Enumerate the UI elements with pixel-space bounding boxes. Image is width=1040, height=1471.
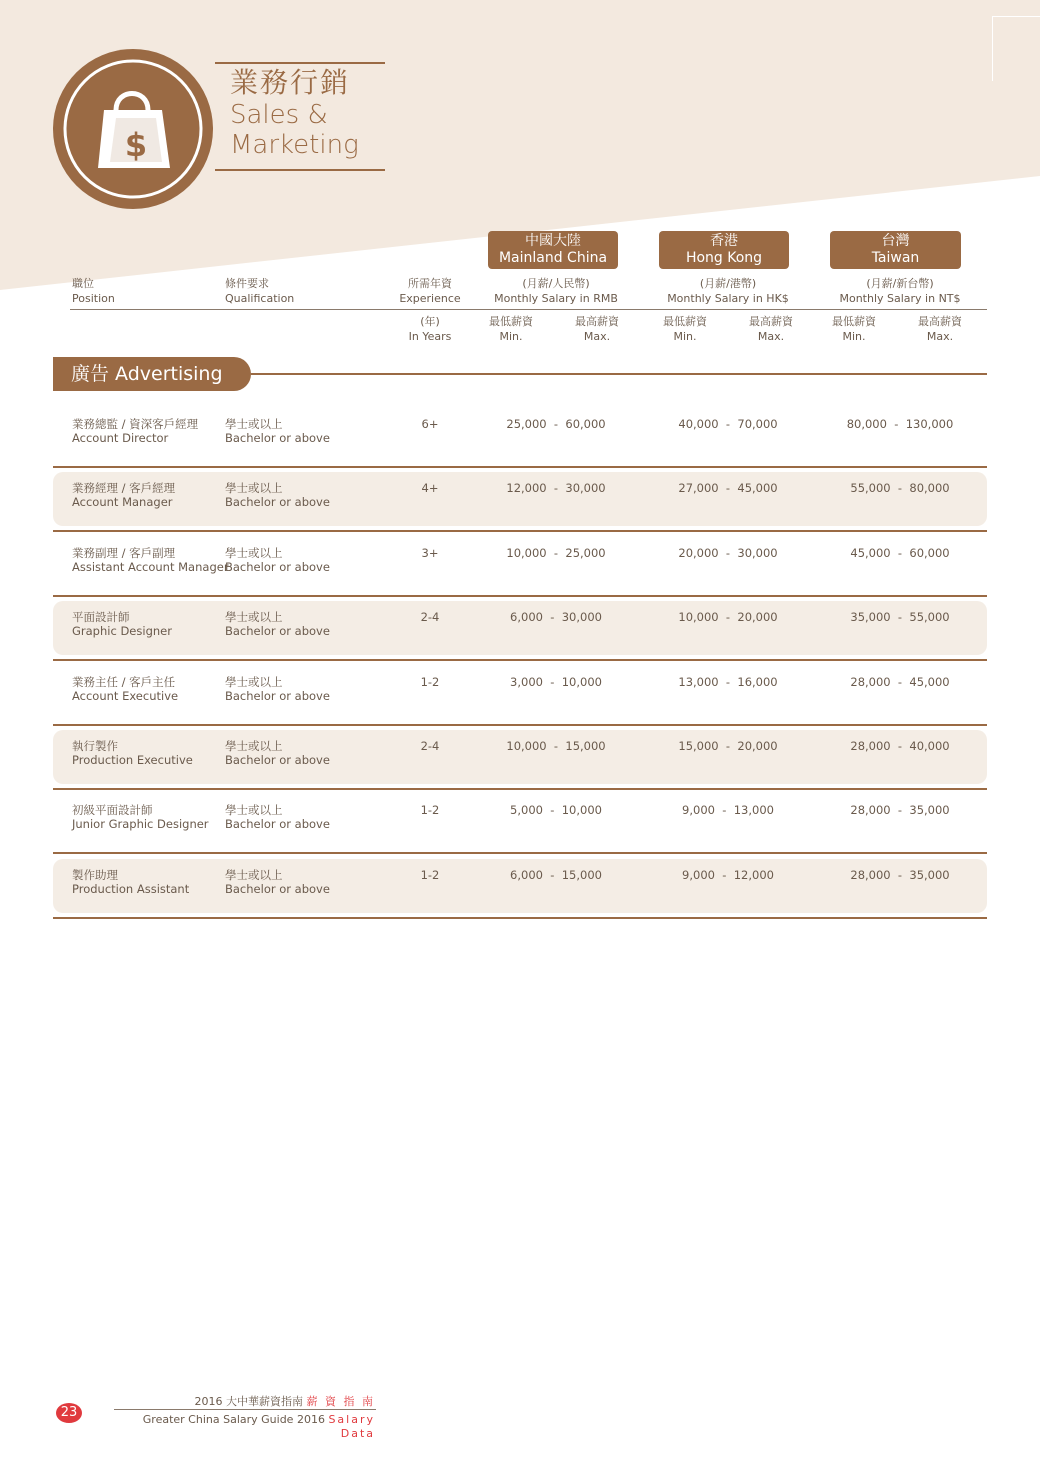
header-rule — [70, 309, 987, 310]
header-position: 職位 Position — [72, 277, 115, 305]
footer-line1: 2016 大中華薪資指南 — [194, 1395, 303, 1408]
region-en: Mainland China — [498, 250, 608, 266]
header-experience: 所需年資 Experience — [399, 277, 461, 305]
salary-hongkong-cell: 15,000 - 20,000 — [678, 739, 778, 753]
position-cell: 業務主任 / 客戶主任 Account Executive — [72, 674, 179, 703]
qualification-cell: 學士或以上 Bachelor or above — [225, 739, 330, 767]
position-cell: 業務副理 / 客戶副理 Assistant Account Manager — [72, 545, 229, 574]
experience-cell: 2-4 — [420, 739, 440, 753]
salary-mainland-cell: 6,000 - 15,000 — [510, 867, 602, 882]
section-advertising: 廣告 Advertising — [53, 357, 251, 391]
salary-hongkong-cell: 40,000 - 70,000 — [678, 417, 778, 431]
header-years: (年) In Years — [408, 315, 452, 343]
header-qualification: 條件要求 Qualification — [225, 277, 295, 305]
position-cell: 業務總監 / 資深客戶經理 Account Director — [72, 417, 199, 445]
row-rule — [53, 917, 987, 919]
title-en-line2: Marketing — [230, 130, 359, 160]
table-row — [53, 533, 987, 597]
header-min-taiwan: 最低薪資 Min. — [832, 315, 876, 343]
salary-taiwan-cell: 45,000 - 60,000 — [850, 545, 950, 560]
title-zh: 業務行銷 — [230, 66, 351, 99]
salary-hongkong-cell: 9,000 - 12,000 — [682, 867, 774, 882]
header-min-mainland: 最低薪資 Min. — [489, 315, 533, 343]
header-min-hongkong: 最低薪資 Min. — [663, 315, 707, 343]
salary-hongkong-cell: 27,000 - 45,000 — [678, 481, 778, 496]
page-number: 23 — [56, 1403, 82, 1423]
experience-cell: 3+ — [421, 545, 439, 560]
title-rule-top — [215, 62, 385, 64]
salary-hongkong-cell: 13,000 - 16,000 — [678, 674, 778, 689]
experience-cell: 1-2 — [420, 674, 440, 689]
shopping-bag-dollar-icon — [52, 48, 214, 210]
region-en: Hong Kong — [685, 250, 763, 266]
table-row — [53, 855, 987, 919]
header-max-mainland: 最高薪資 Max. — [575, 315, 619, 343]
salary-taiwan-cell: 28,000 - 35,000 — [850, 803, 950, 818]
table-row — [53, 662, 987, 726]
title-en-line1: Sales & — [230, 100, 328, 130]
salary-mainland-cell: 25,000 - 60,000 — [506, 417, 606, 431]
region-badge-hong-kong — [659, 231, 789, 269]
header-max-taiwan: 最高薪資 Max. — [918, 315, 962, 343]
region-badge-taiwan — [830, 231, 961, 269]
salary-taiwan-cell: 28,000 - 35,000 — [850, 867, 950, 882]
salary-taiwan-cell: 28,000 - 45,000 — [850, 674, 950, 689]
footer — [110, 1395, 375, 1441]
header-unit-taiwan: (月薪/新台幣) Monthly Salary in NT$ — [839, 277, 961, 305]
footer-line2-red: Salary Data — [328, 1413, 375, 1440]
position-cell: 執行製作 Production Executive — [72, 739, 193, 767]
title-rule — [215, 169, 385, 171]
experience-cell: 2-4 — [420, 610, 440, 625]
qualification-cell: 學士或以上 Bachelor or above — [225, 417, 330, 445]
salary-hongkong-cell: 9,000 - 13,000 — [682, 803, 774, 818]
salary-hongkong-cell: 10,000 - 20,000 — [678, 610, 778, 625]
qualification-cell: 學士或以上 Bachelor or above — [225, 545, 330, 574]
qualification-cell: 學士或以上 Bachelor or above — [225, 481, 330, 510]
table-row — [53, 790, 987, 854]
qualification-cell: 學士或以上 Bachelor or above — [225, 867, 330, 896]
salary-mainland-cell: 10,000 - 15,000 — [506, 739, 606, 753]
qualification-cell: 學士或以上 Bachelor or above — [225, 674, 330, 703]
region-zh: 台灣 — [881, 233, 910, 249]
region-badge-mainland-china — [488, 231, 618, 269]
salary-taiwan-cell: 28,000 - 40,000 — [850, 739, 950, 753]
position-cell: 業務經理 / 客戶經理 Account Manager — [72, 481, 176, 510]
experience-cell: 6+ — [421, 417, 439, 431]
salary-mainland-cell: 5,000 - 10,000 — [510, 803, 602, 818]
table-row — [53, 404, 987, 468]
experience-cell: 1-2 — [420, 803, 440, 818]
table-row — [53, 468, 987, 532]
salary-taiwan-cell: 35,000 - 55,000 — [850, 610, 950, 625]
region-en: Taiwan — [871, 250, 920, 266]
salary-taiwan-cell: 55,000 - 80,000 — [850, 481, 950, 496]
salary-mainland-cell: 6,000 - 30,000 — [510, 610, 602, 625]
experience-cell: 1-2 — [420, 867, 440, 882]
qualification-cell: 學士或以上 Bachelor or above — [225, 610, 330, 639]
salary-mainland-cell: 10,000 - 25,000 — [506, 545, 606, 560]
salary-hongkong-cell: 20,000 - 30,000 — [678, 545, 778, 560]
salary-mainland-cell: 12,000 - 30,000 — [506, 481, 606, 496]
salary-taiwan-cell: 80,000 - 130,000 — [846, 417, 954, 431]
region-zh: 香港 — [710, 233, 738, 249]
position-cell: 初級平面設計師 Junior Graphic Designer — [72, 803, 209, 832]
experience-cell: 4+ — [421, 481, 439, 496]
position-cell: 製作助理 Production Assistant — [72, 867, 190, 896]
position-cell: 平面設計師 Graphic Designer — [72, 610, 172, 639]
salary-mainland-cell: 3,000 - 10,000 — [510, 674, 602, 689]
header-unit-hongkong: (月薪/港幣) Monthly Salary in HK$ — [667, 277, 789, 305]
header-max-hongkong: 最高薪資 Max. — [749, 315, 793, 343]
qualification-cell: 學士或以上 Bachelor or above — [225, 803, 330, 832]
header-unit-mainland: (月薪/人民幣) Monthly Salary in RMB — [494, 277, 618, 305]
page-title — [230, 66, 359, 160]
footer-line2: Greater China Salary Guide 2016 — [142, 1413, 325, 1426]
corner-decoration — [992, 16, 1040, 81]
svg-text:$: $ — [124, 126, 148, 164]
footer-line1-red: 薪 資 指 南 — [306, 1395, 375, 1408]
region-zh: 中國大陸 — [525, 233, 581, 249]
table-row — [53, 726, 987, 790]
section-rule — [251, 373, 987, 375]
table-row — [53, 597, 987, 661]
